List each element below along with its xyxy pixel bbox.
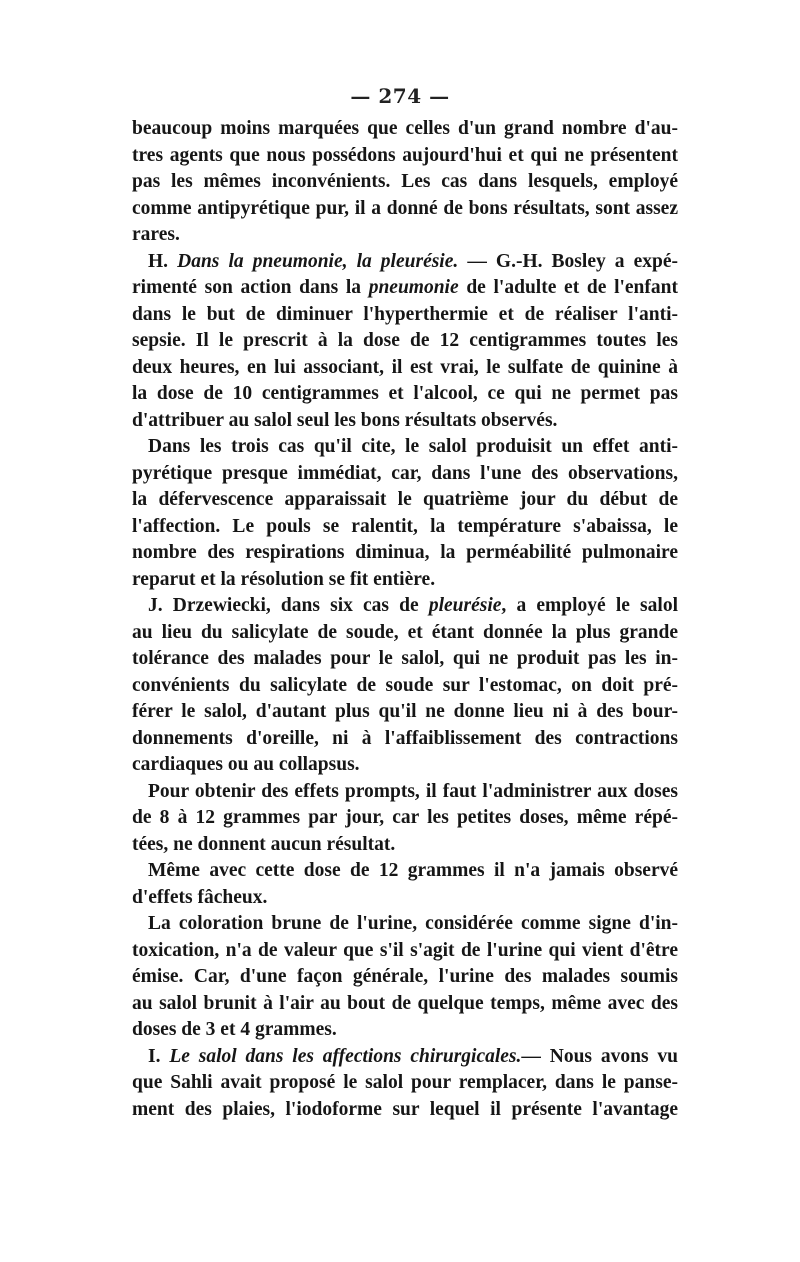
paragraph: [132, 249, 678, 435]
text-line: convénients du salicylate de soude sur l'estomac, on doit pré-: [132, 674, 678, 696]
text-line: beaucoup moins marquées que celles d'un grand nombre d'au-: [132, 118, 678, 139]
text-line: rimenté son action dans la pneumonie de l'adulte et de l'enfant: [132, 277, 678, 298]
text-line: La coloration brune de l'urine, considérée comme signe d'in-: [148, 913, 678, 934]
text-line: comme antipyrétique pur, il a donné de bons résultats, sont assez: [132, 197, 678, 219]
section-heading: Le salol dans les affections chirurgicales.: [169, 1045, 522, 1067]
text-line: sepsie. Il le prescrit à la dose de 12 centigrammes toutes les: [132, 330, 678, 351]
text-line: tres agents que nous possédons aujourd'hui et qui ne présentent: [132, 144, 678, 166]
text-line: tées, ne donnent aucun résultat.: [132, 833, 396, 855]
section-letter: I.: [148, 1045, 170, 1067]
section-heading: Dans la pneumonie, la pleurésie.: [177, 250, 459, 272]
text-line: émise. Car, d'une façon générale, l'urine des malades soumis: [132, 966, 678, 987]
text-line: d'effets fâcheux.: [132, 886, 268, 908]
text-line: Dans les trois cas qu'il cite, le salol produisit un effet anti-: [148, 436, 678, 457]
page-number: — 274 —: [350, 84, 450, 108]
text-line: deux heures, en lui associant, il est vrai, le sulfate de quinine à: [132, 356, 678, 378]
text-line: rares.: [132, 224, 180, 245]
paragraph: [132, 434, 678, 593]
text-line: donnements d'oreille, ni à l'affaiblissement des contractions: [132, 727, 678, 749]
text-line: H. Dans la pneumonie, la pleurésie. — G.-H. Bosley a expé-: [148, 250, 678, 272]
paragraph: [132, 779, 678, 859]
paragraph: [132, 858, 678, 911]
body-text: [132, 116, 678, 1123]
paragraph: [132, 1044, 678, 1124]
text-line: J. Drzewiecki, dans six cas de pleurésie, a employé le salol: [148, 595, 678, 616]
text-line: I. Le salol dans les affections chirurgicales.— Nous avons vu: [148, 1045, 678, 1067]
text-line: la dose de 10 centigrammes et l'alcool, ce qui ne permet pas: [132, 383, 678, 404]
text-line: reparut et la résolution se fit entière.: [132, 568, 436, 590]
text-line: tolérance des malades pour le salol, qui ne produit pas les in-: [132, 648, 678, 669]
paragraph: [132, 593, 678, 779]
text-line: nombre des respirations diminua, la perméabilité pulmonaire: [132, 542, 678, 563]
text-line: cardiaques ou au collapsus.: [132, 754, 360, 775]
text-line: férer le salol, d'autant plus qu'il ne donne lieu ni à des bour-: [132, 701, 678, 722]
text-line: Même avec cette dose de 12 grammes il n'a jamais observé: [148, 860, 678, 881]
section-letter: H.: [148, 250, 178, 272]
text-line: d'attribuer au salol seul les bons résultats observés.: [132, 409, 558, 431]
paragraph: [132, 911, 678, 1044]
text-line: doses de 3 et 4 grammes.: [132, 1019, 337, 1040]
text-line: l'affection. Le pouls se ralentit, la température s'abaissa, le: [132, 515, 678, 537]
text-line: dans le but de diminuer l'hyperthermie et de réaliser l'anti-: [132, 303, 678, 325]
text-line: de 8 à 12 grammes par jour, car les petites doses, même répé-: [132, 807, 678, 828]
paragraph: [132, 116, 678, 249]
text-line: pas les mêmes inconvénients. Les cas dans lesquels, employé: [132, 171, 678, 192]
text-line: la défervescence apparaissait le quatrième jour du début de: [132, 489, 678, 510]
text-line: Pour obtenir des effets prompts, il faut l'administrer aux doses: [148, 780, 678, 802]
text-line: que Sahli avait proposé le salol pour remplacer, dans le panse-: [132, 1072, 678, 1093]
text-line: toxication, n'a de valeur que s'il s'agit de l'urine qui vient d'être: [132, 939, 678, 961]
text-line: au salol brunit à l'air au bout de quelque temps, même avec des: [132, 992, 678, 1014]
text-line: pyrétique presque immédiat, car, dans l'une des observations,: [132, 462, 678, 484]
text-line: au lieu du salicylate de soude, et étant donnée la plus grande: [132, 621, 678, 643]
text-line: ment des plaies, l'iodoforme sur lequel il présente l'avantage: [132, 1098, 678, 1120]
